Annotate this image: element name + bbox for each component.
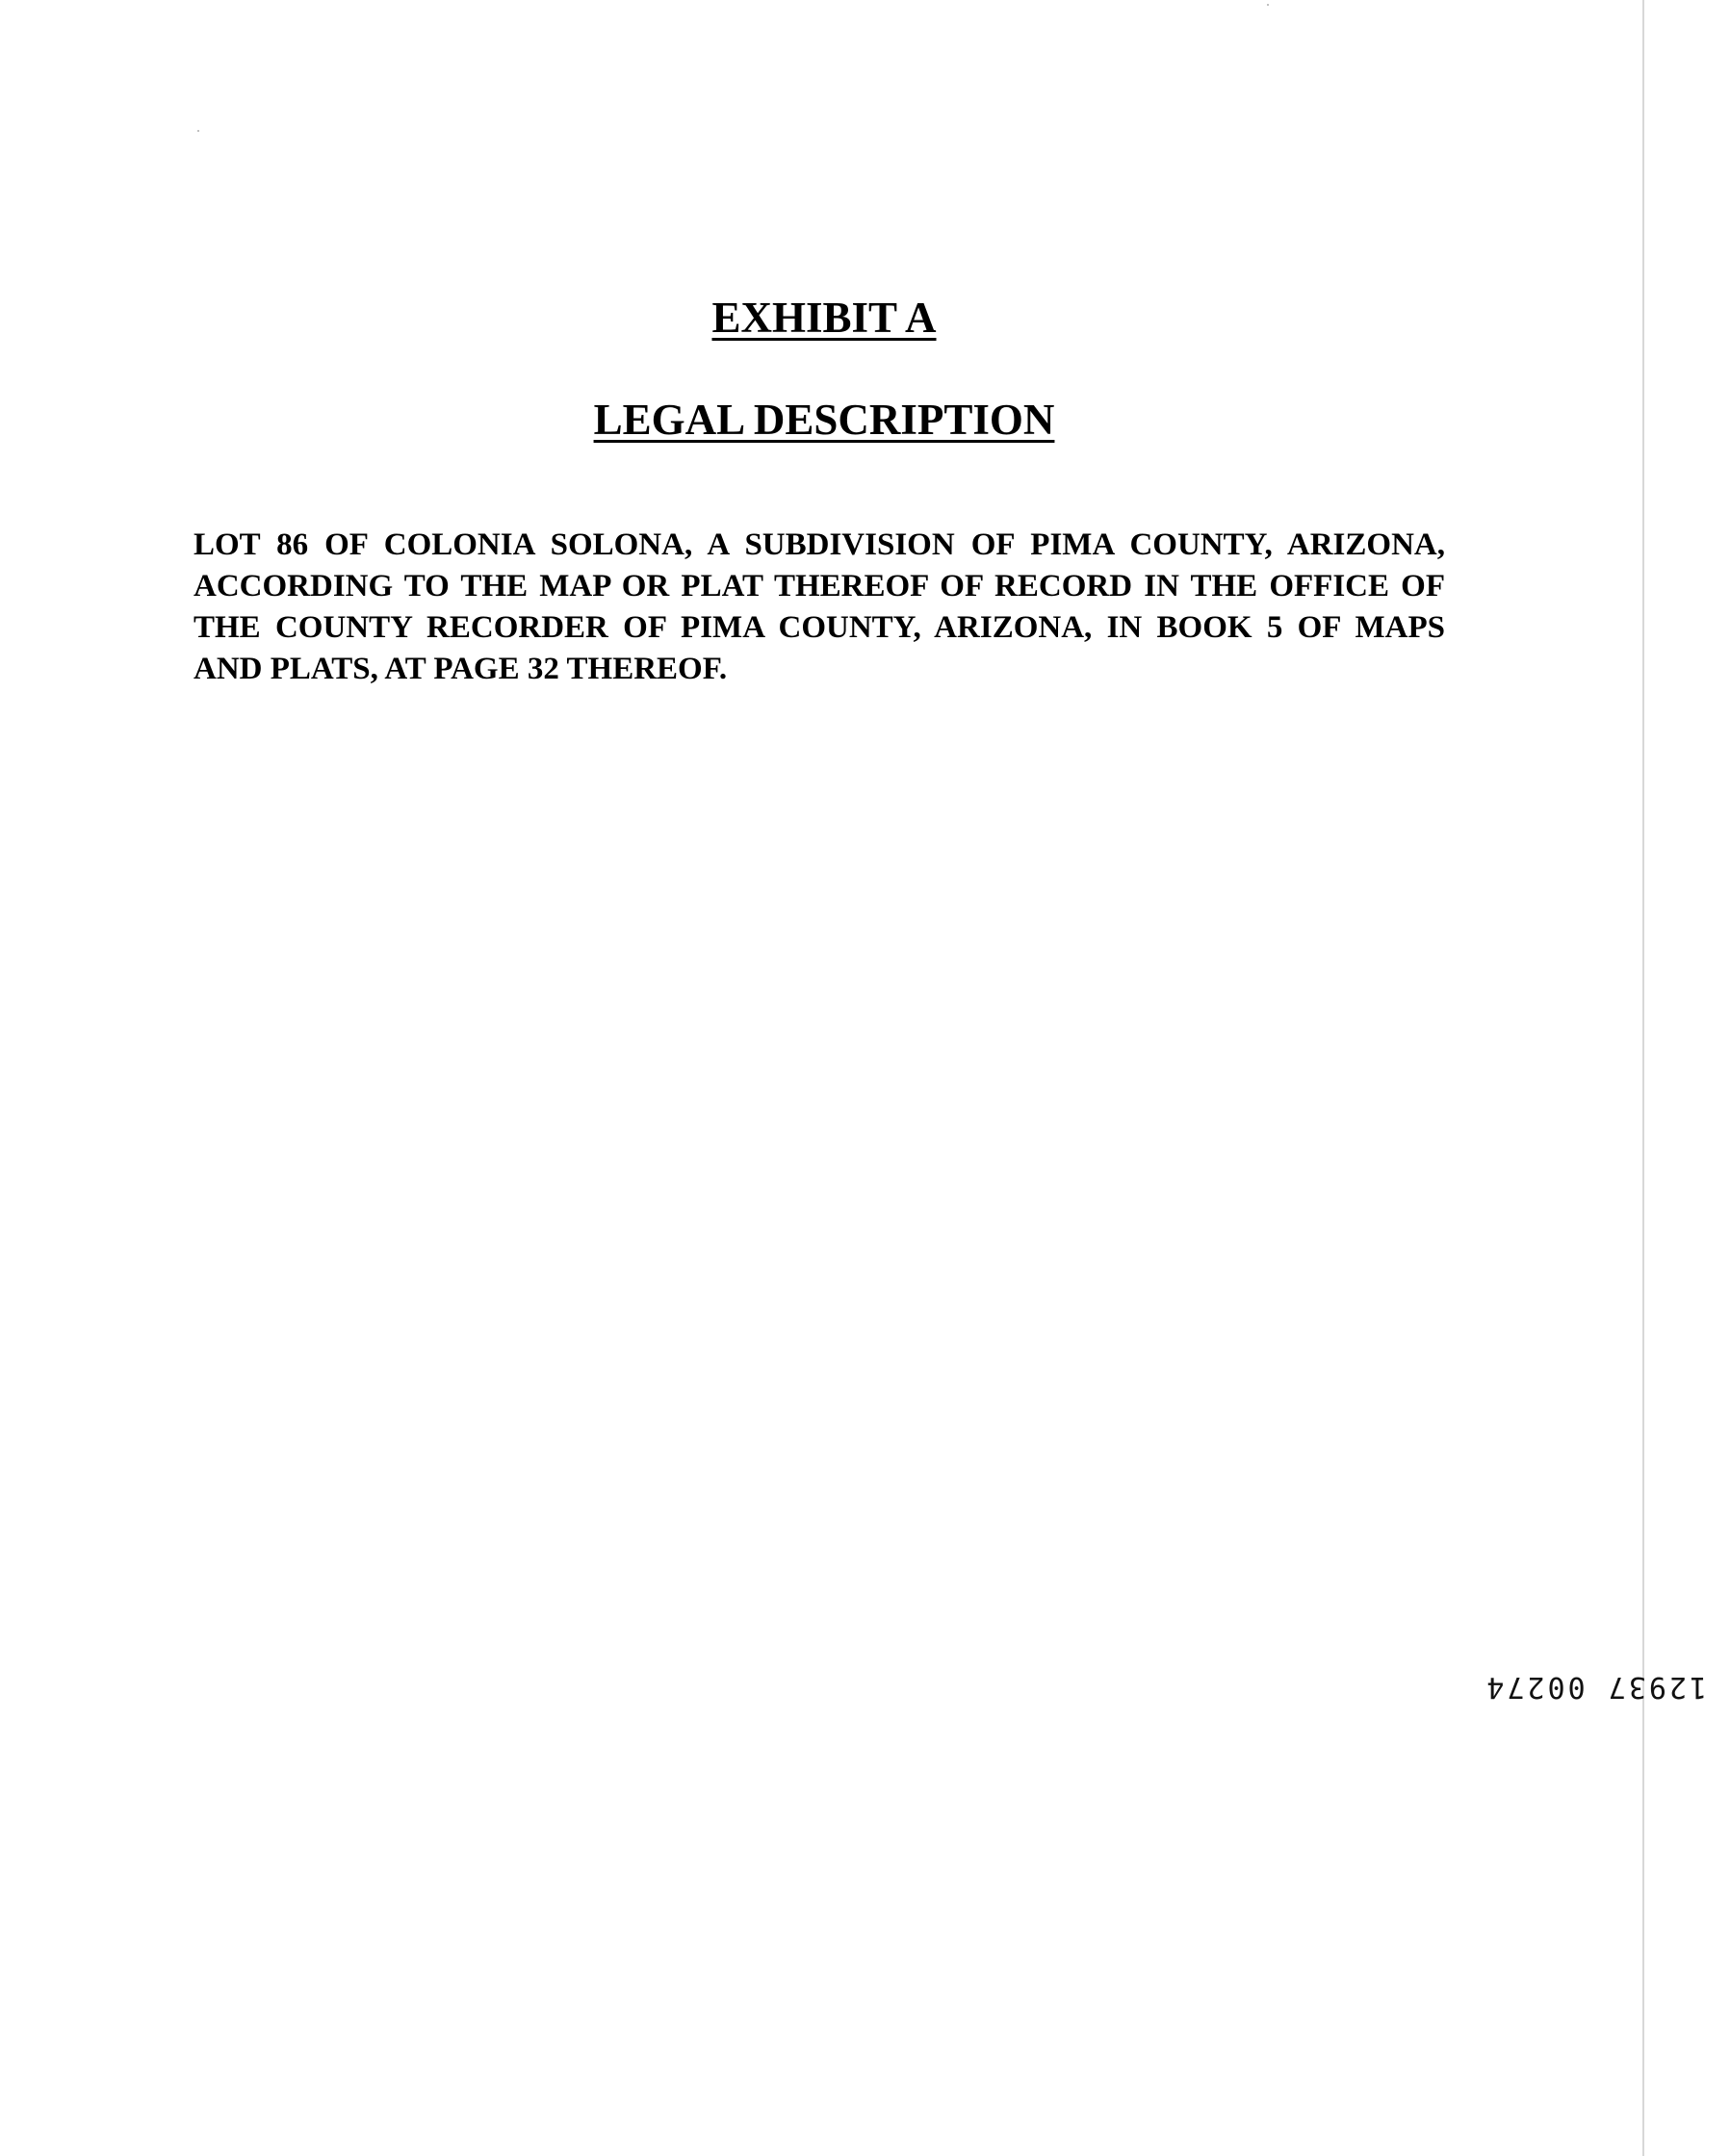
section-title: LEGAL DESCRIPTION: [593, 396, 1055, 444]
legal-description-text: LOT 86 OF COLONIA SOLONA, A SUBDIVISION OF PIMA COUNTY, ARIZONA, ACCORDING TO THE MAP OR PLAT THEREOF OF RECORD IN THE OFFICE OF THE COUNTY RECORDER OF PIMA COUNTY, ARIZONA, IN BOOK 5 OF MAPS AND PLATS, AT PAGE 32 THEREOF.: [194, 527, 1445, 686]
exhibit-title: EXHIBIT A: [711, 294, 937, 342]
recording-number-stamp: 12937 00274: [1484, 1670, 1707, 1704]
scan-speck: [197, 130, 199, 132]
scan-speck: [1267, 4, 1269, 6]
